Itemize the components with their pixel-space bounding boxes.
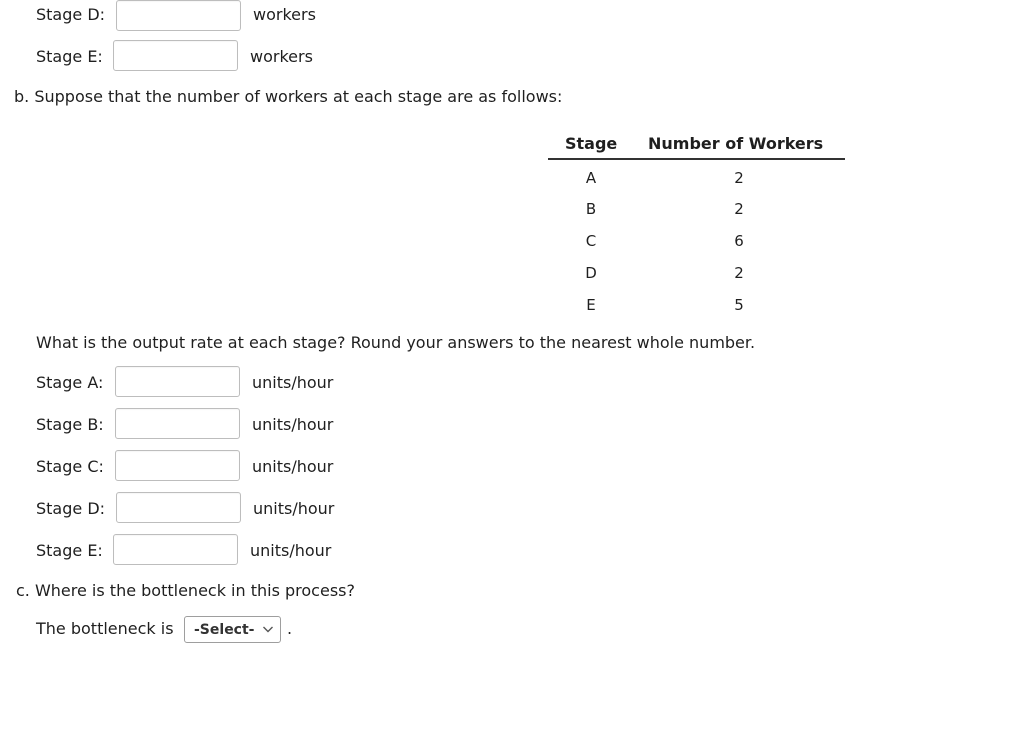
stage-e-rate-label: Stage E: [36,541,103,560]
stage-e-workers-input[interactable] [113,40,238,71]
stage-b-rate-label: Stage B: [36,415,104,434]
table-cell-stage: A [585,169,597,187]
table-cell-stage: C [585,232,597,250]
stage-d-workers-unit: workers [253,5,316,24]
stage-a-rate-input[interactable] [115,366,240,397]
part-b-prompt: b. Suppose that the number of workers at each stage are as follows: [14,87,563,106]
stage-d-rate-label: Stage D: [36,499,106,518]
stage-c-rate-input[interactable] [115,450,240,481]
bottleneck-select-value: -Select- [194,622,255,638]
stage-e-workers-label: Stage E: [36,47,103,66]
stage-d-rate-input[interactable] [116,492,241,523]
table-cell-stage: B [585,200,597,218]
chevron-down-icon [262,623,274,635]
bottleneck-sentence-suffix: . [287,619,293,638]
stage-e-workers-unit: workers [250,47,313,66]
bottleneck-select[interactable] [184,616,281,643]
table-header-stage: Stage [565,134,618,153]
stage-e-rate-unit: units/hour [250,541,332,560]
part-c-prompt: c. Where is the bottleneck in this process? [16,581,355,600]
table-header-rule [548,158,845,160]
stage-a-rate-label: Stage A: [36,373,104,392]
table-header-workers: Number of Workers [648,134,824,153]
stage-e-rate-input[interactable] [113,534,238,565]
table-cell-workers: 2 [734,200,744,218]
table-cell-workers: 2 [734,169,744,187]
stage-c-rate-label: Stage C: [36,457,104,476]
bottleneck-sentence-prefix: The bottleneck is [36,619,174,638]
output-rate-question: What is the output rate at each stage? Round your answers to the nearest whole number. [36,333,756,352]
table-cell-stage: E [586,296,596,314]
table-cell-workers: 5 [734,296,744,314]
stage-d-rate-unit: units/hour [253,499,335,518]
stage-a-rate-unit: units/hour [252,373,334,392]
table-cell-stage: D [585,264,597,282]
stage-b-rate-unit: units/hour [252,415,334,434]
stage-d-workers-label: Stage D: [36,5,106,24]
stage-c-rate-unit: units/hour [252,457,334,476]
stage-d-workers-input[interactable] [116,0,241,31]
table-cell-workers: 2 [734,264,744,282]
table-cell-workers: 6 [734,232,744,250]
stage-b-rate-input[interactable] [115,408,240,439]
